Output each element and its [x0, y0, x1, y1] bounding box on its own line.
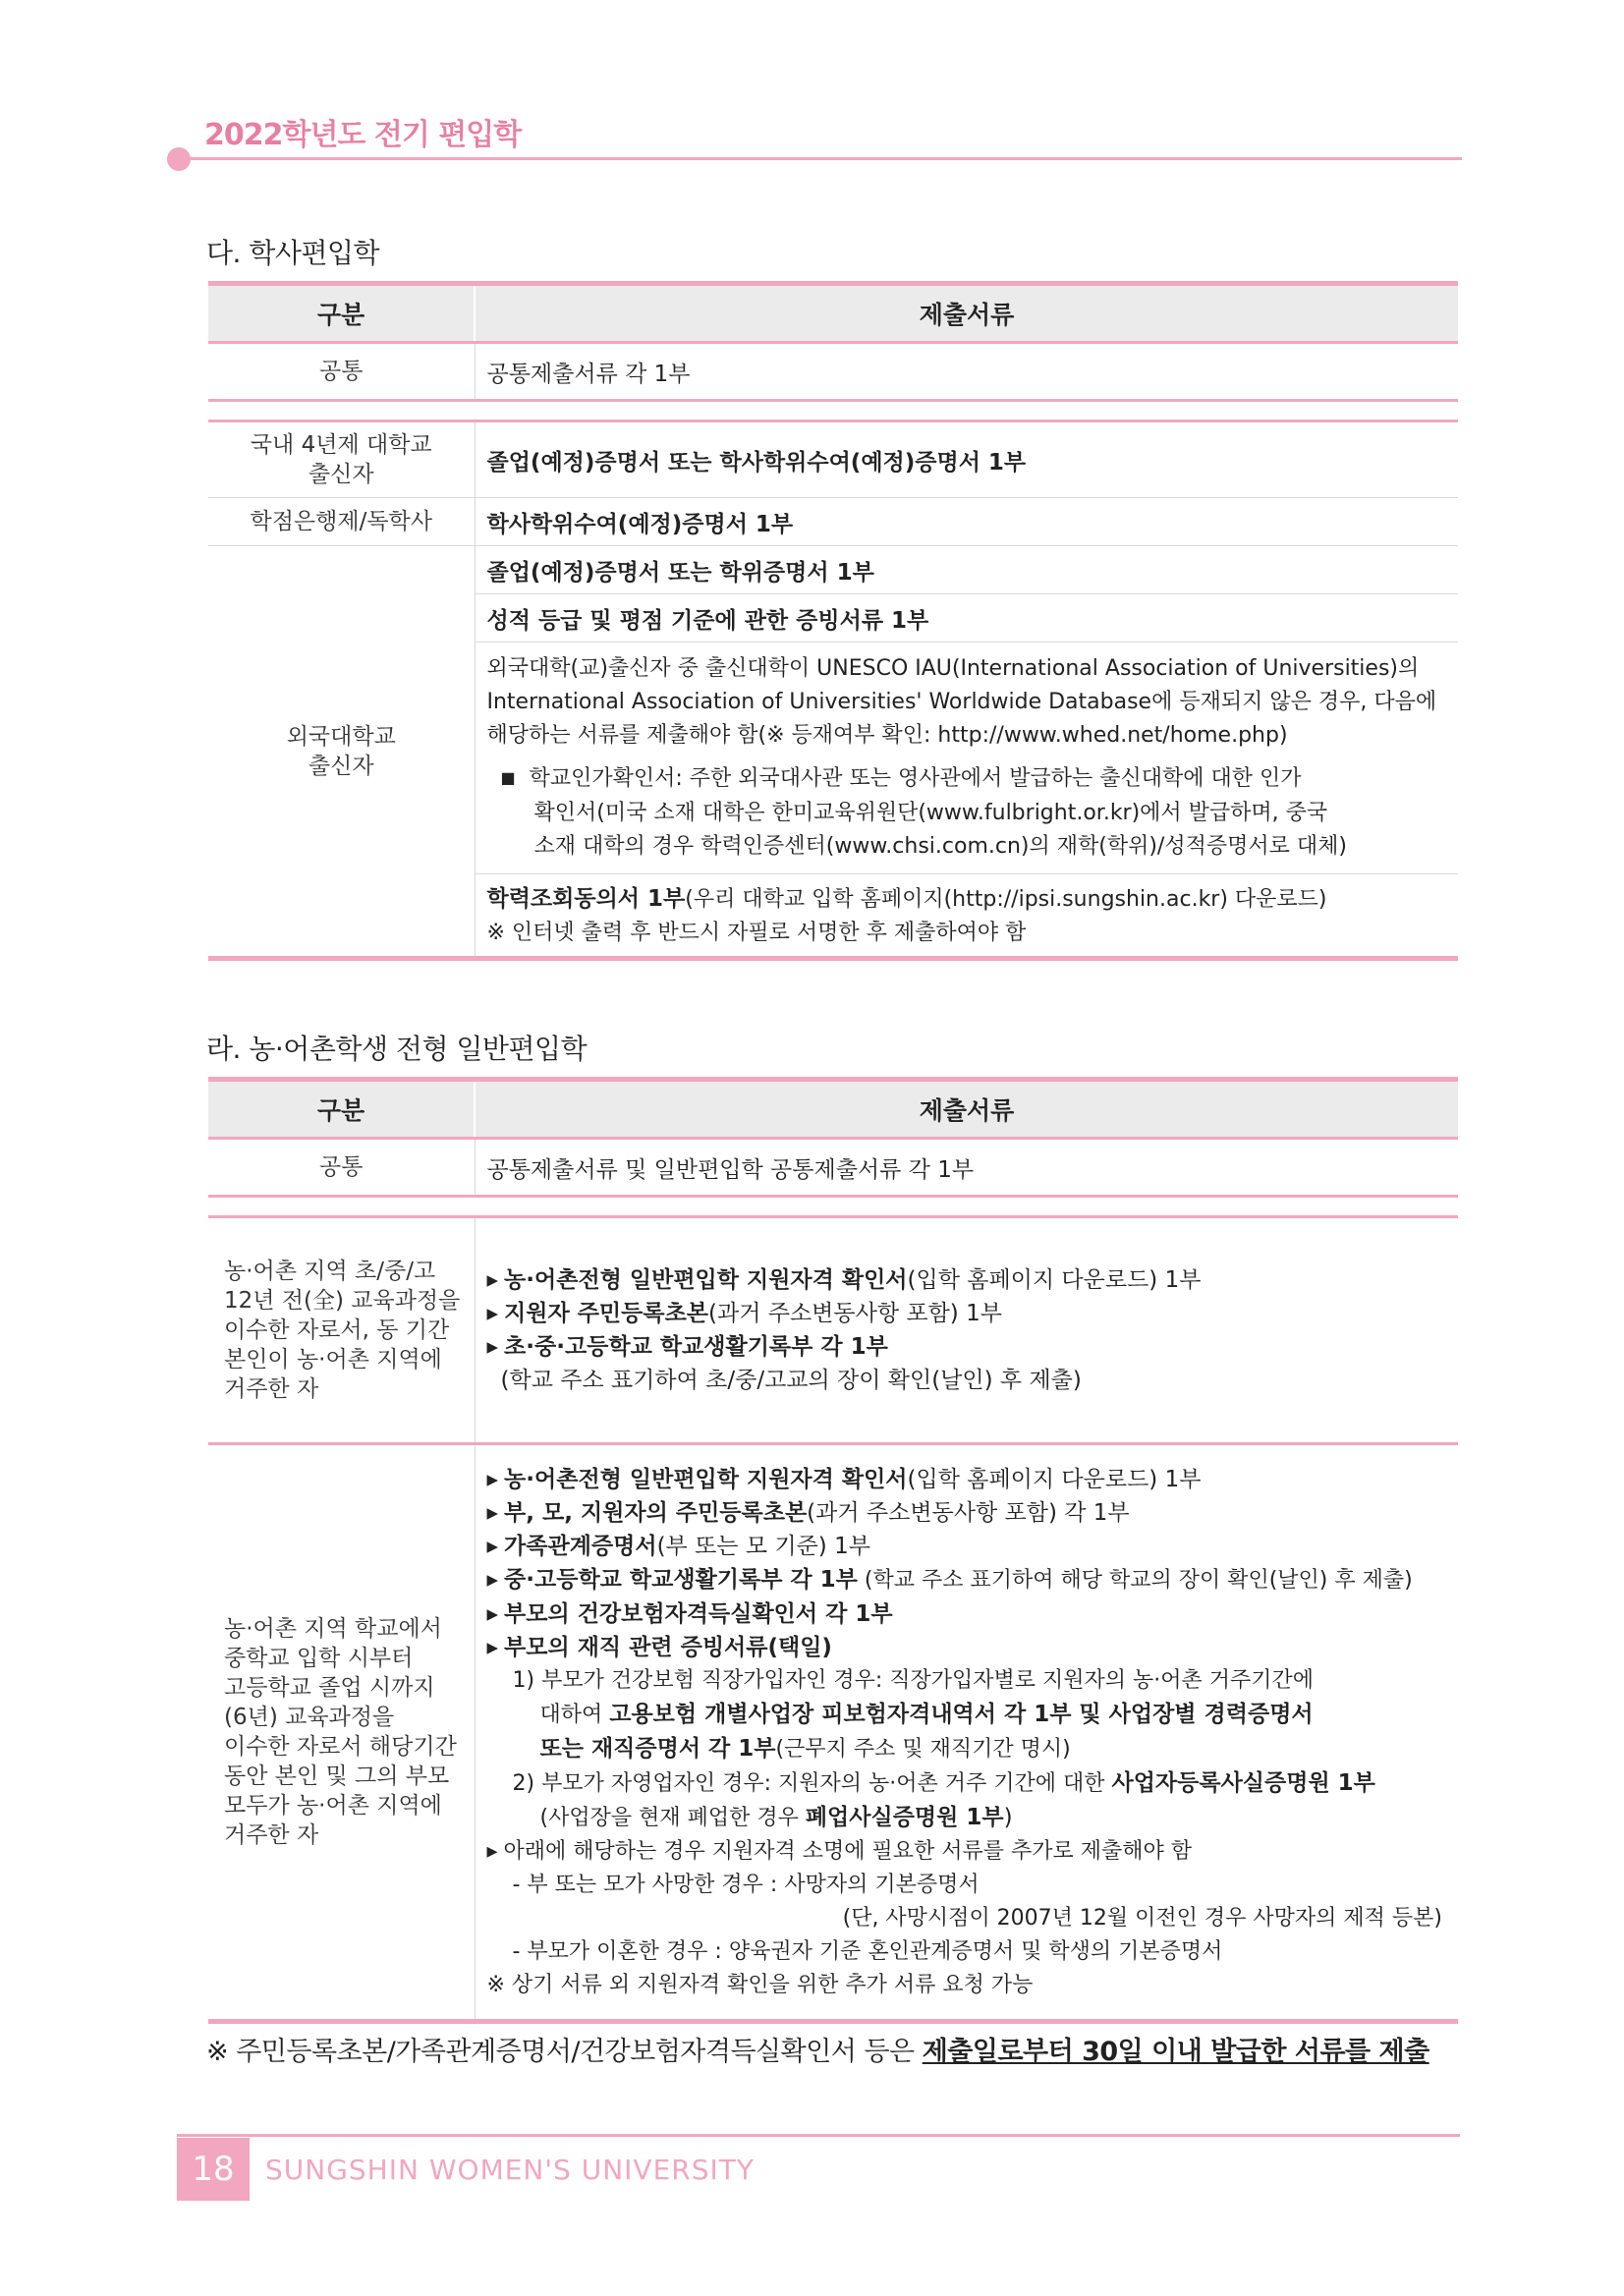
row-label-domestic [208, 421, 475, 498]
table-row-credit-bank [208, 498, 1458, 546]
row-label-line: 출신자 [308, 753, 374, 779]
header-rule [179, 157, 1462, 160]
table-header-row [208, 1080, 1458, 1139]
doc-name: 지원자 주민등록초본 [504, 1301, 709, 1326]
doc-detail: (입학 홈페이지 다운로드) 1부 [907, 1267, 1202, 1293]
bullet-text: 학교인가확인서: 주한 외국대사관 또는 영사관에서 발급하는 출신대학에 대한 인가 [529, 766, 1302, 791]
footer-rule [177, 2134, 1460, 2137]
sub-item-text: 2) 부모가 자영업자인 경우: 지원자의 농·어촌 거주 기간에 대한 [512, 1770, 1112, 1796]
triangle-bullet-icon [487, 1567, 505, 1593]
footer-university-name: SUNGSHIN WOMEN'S UNIVERSITY [265, 2154, 755, 2186]
triangle-bullet-icon [487, 1839, 504, 1864]
triangle-bullet-icon [487, 1467, 505, 1492]
doc-detail: 아래에 해당하는 경우 지원자격 소명에 필요한 서류를 추가로 제출해야 함 [503, 1838, 1193, 1864]
row-label-line: 외국대학교 [286, 723, 396, 750]
triangle-bullet-icon [487, 1267, 505, 1293]
table-row-6-year [208, 1444, 1458, 2022]
doc-detail: (부 또는 모 기준) 1부 [656, 1533, 870, 1559]
row-docs-foreign-grades: 성적 등급 및 평점 기준에 관한 증빙서류 1부 [475, 594, 1458, 643]
bullet-accreditation [487, 762, 1447, 797]
table-row-domestic [208, 421, 1458, 498]
footnote [206, 2030, 1429, 2068]
triangle-bullet-icon [487, 1334, 505, 1360]
row-label-line: 본인이 농·어촌 지역에 [224, 1347, 442, 1372]
dash-item-text: - 부모가 이혼한 경우 : 양육권자 기준 혼인관계증명서 및 학생의 기본증명서 [512, 1938, 1223, 1964]
row-label-line: 이수한 자로서, 동 기간 [224, 1317, 450, 1343]
row-label-line: 고등학교 졸업 시까지 [224, 1675, 435, 1701]
col-header-documents: 제출서류 [475, 1080, 1458, 1139]
row-label-line: 출신자 [308, 462, 374, 487]
doc-detail: (학교 주소 표기하여 해당 학교의 장이 확인(날인) 후 제출) [857, 1567, 1413, 1593]
page-number: 18 [177, 2138, 250, 2201]
triangle-bullet-icon [487, 1635, 505, 1660]
footnote-emphasis: 제출일로부터 30일 이내 발급한 서류를 제출 [922, 2037, 1429, 2067]
row-label-12-year [208, 1217, 475, 1444]
doc-detail: (과거 주소변동사항 포함) 1부 [708, 1301, 1002, 1326]
row-label-line: 이수한 자로서 해당기간 [224, 1734, 457, 1760]
doc-name: 농·어촌전형 일반편입학 지원자격 확인서 [504, 1267, 908, 1293]
dash-item-text: - 부 또는 모가 사망한 경우 : 사망자의 기본증명서 [512, 1872, 980, 1897]
triangle-bullet-icon [487, 1500, 505, 1526]
sub-item-text: 1) 부모가 건강보험 직장가입자인 경우: 직장가입자별로 지원자의 농·어촌 거주기간에 [512, 1667, 1315, 1693]
row-docs-domestic: 졸업(예정)증명서 또는 학사학위수여(예정)증명서 1부 [475, 421, 1458, 498]
row-label-line: 모두가 농·어촌 지역에 [224, 1793, 442, 1819]
table-row-12-year [208, 1217, 1458, 1444]
row-label-6-year [208, 1444, 475, 2022]
table-row-foreign-1 [208, 546, 1458, 594]
doc-name: 초·중·고등학교 학교생활기록부 각 1부 [504, 1334, 888, 1360]
row-label-line: 농·어촌 지역 초/중/고 [224, 1259, 436, 1284]
note-line: International Association of Universities' Worldwide Database에 등재되지 않은 경우, 다음에 [486, 690, 1437, 714]
col-header-category: 구분 [208, 284, 475, 343]
row-label-line: 거주한 자 [224, 1822, 319, 1848]
row-label-common: 공통 [208, 343, 475, 401]
row-docs-foreign-diploma: 졸업(예정)증명서 또는 학위증명서 1부 [475, 546, 1458, 594]
sub-item-text: 대하여 [539, 1702, 610, 1727]
triangle-bullet-icon [487, 1601, 505, 1627]
doc-name: 농·어촌전형 일반편입학 지원자격 확인서 [504, 1466, 908, 1492]
table-row-common [208, 1139, 1458, 1197]
row-label-line: 거주한 자 [224, 1376, 319, 1402]
row-label-common: 공통 [208, 1139, 475, 1197]
row-label-line: 동안 본인 및 그의 부모 [224, 1764, 450, 1789]
verify-doc-name: 학력조회동의서 1부 [486, 886, 686, 912]
row-label-credit-bank: 학점은행제/독학사 [208, 498, 475, 546]
row-label-line: 국내 4년제 대학교 [250, 432, 432, 458]
doc-name: 중·고등학교 학교생활기록부 각 1부 [504, 1566, 858, 1593]
doc-note: (학교 주소 표기하여 초/중/고교의 장이 확인(날인) 후 제출) [500, 1368, 1082, 1393]
doc-detail: (근무지 주소 및 재직기간 명시) [775, 1736, 1071, 1762]
doc-name: 또는 재직증명서 각 1부 [539, 1735, 776, 1762]
row-label-line: (6년) 교육과정을 [224, 1705, 395, 1730]
bullet-text: 확인서(미국 소재 대학은 한미교육위원단(www.fulbright.or.kr)에서 발급하며, 중국 [533, 801, 1328, 825]
row-docs-6-year [475, 1444, 1458, 2022]
section-title-rural-transfer: 라. 농·어촌학생 전형 일반편입학 [206, 1033, 588, 1065]
section-title-bachelor-transfer: 다. 학사편입학 [206, 237, 380, 269]
row-label-line: 중학교 입학 시부터 [224, 1646, 414, 1671]
verify-doc-detail: (우리 대학교 입학 홈페이지(http://ipsi.sungshin.ac.kr) 다운로드) [685, 887, 1327, 912]
row-docs-common: 공통제출서류 각 1부 [475, 343, 1458, 401]
doc-name: 부, 모, 지원자의 주민등록초본 [504, 1499, 808, 1526]
row-docs-foreign-verification [475, 874, 1458, 959]
doc-name: 고용보험 개별사업장 피보험자격내역서 각 1부 및 사업장별 경력증명서 [609, 1701, 1314, 1727]
running-header-title: 2022학년도 전기 편입학 [204, 118, 522, 152]
triangle-bullet-icon [487, 1534, 505, 1559]
footnote-text: ※ 주민등록초본/가족관계증명서/건강보험자격득실확인서 등은 [206, 2037, 923, 2067]
note-line: 외국대학(교)출신자 중 출신대학이 UNESCO IAU(International Association of Universities)의 [486, 656, 1420, 681]
sub-item-text: ) [1003, 1804, 1013, 1830]
row-docs-common: 공통제출서류 및 일반편입학 공통제출서류 각 1부 [475, 1139, 1458, 1197]
triangle-bullet-icon [487, 1301, 505, 1326]
row-docs-12-year [475, 1217, 1458, 1444]
dash-item-note: (단, 사망시점이 2007년 12월 이전인 경우 사망자의 제적 등본) [842, 1905, 1442, 1931]
verify-doc-note: ※ 인터넷 출력 후 반드시 자필로 서명한 후 제출하여야 함 [486, 921, 1027, 945]
note-line: 해당하는 서류를 제출해야 함(※ 등재여부 확인: http://www.whed.net/home.php) [486, 723, 1288, 748]
doc-detail: (과거 주소변동사항 포함) 각 1부 [807, 1499, 1130, 1526]
doc-name: 가족관계증명서 [504, 1533, 657, 1559]
row-docs-credit-bank: 학사학위수여(예정)증명서 1부 [475, 498, 1458, 546]
rural-transfer-table [208, 1077, 1458, 2024]
doc-name: 사업자등록사실증명원 1부 [1111, 1769, 1375, 1796]
row-label-line: 12년 전(全) 교육과정을 [224, 1288, 461, 1314]
doc-name: 부모의 건강보험자격득실확인서 각 1부 [504, 1600, 893, 1627]
doc-detail: (입학 홈페이지 다운로드) 1부 [907, 1466, 1202, 1492]
row-label-line: 농·어촌 지역 학교에서 [224, 1616, 442, 1642]
table-row-common [208, 343, 1458, 401]
doc-name: 폐업사실증명원 1부 [805, 1804, 1004, 1830]
final-note: ※ 상기 서류 외 지원자격 확인을 위한 추가 서류 요청 가능 [486, 1972, 1034, 1997]
sub-item-text: (사업장을 현재 폐업한 경우 [539, 1805, 806, 1830]
col-header-category: 구분 [208, 1080, 475, 1139]
row-label-foreign [208, 546, 475, 959]
table-header-row [208, 284, 1458, 343]
bullet-text: 소재 대학의 경우 학력인증센터(www.chsi.com.cn)의 재학(학위)/성적증명서로 대체) [533, 834, 1347, 859]
doc-name: 부모의 재직 관련 증빙서류(택일) [504, 1634, 832, 1660]
row-docs-foreign-accreditation [475, 643, 1458, 874]
bachelor-transfer-table [208, 281, 1458, 961]
table-gap-row [208, 401, 1458, 421]
col-header-documents: 제출서류 [475, 284, 1458, 343]
square-bullet-icon [501, 766, 530, 791]
table-gap-row [208, 1197, 1458, 1217]
